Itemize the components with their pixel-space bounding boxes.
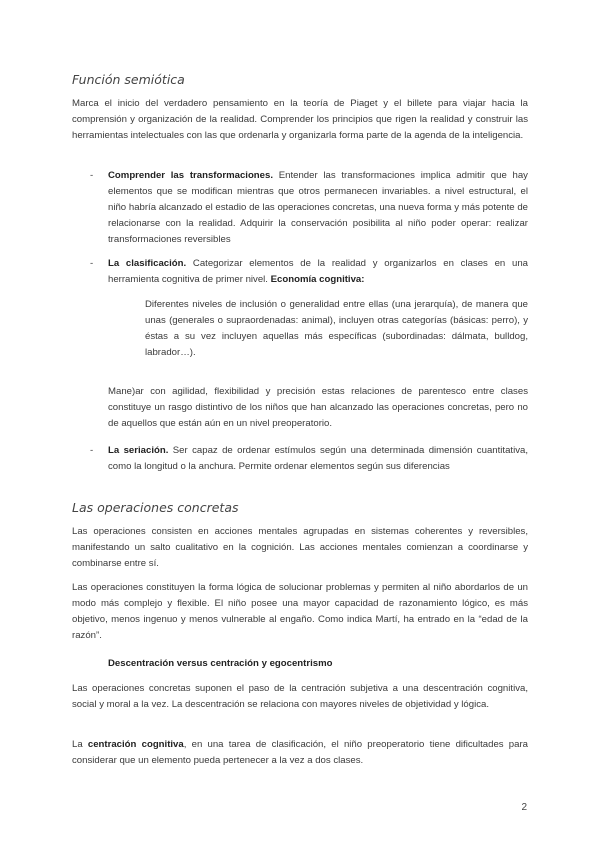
bullet-body [108,256,528,288]
paragraph-operaciones-1: Las operaciones consisten en acciones mentales agrupadas en sistemas coherentes y reversibles, manifestando un salto cualitativo en la cognición. Las acciones mentales comienzan a coordinarse y combinarse entre sí. [72,526,528,569]
bullet-text: Ser capaz de ordenar estímulos según una determinada dimensión cuantitativa, como la longitud o la anchura. Permite ordenar elementos según sus diferencias [108,445,529,472]
paragraph-operaciones-2: Las operaciones constituyen la forma lógica de solucionar problemas y permiten al niño abordarlos de un modo más complejo y flexible. El niño posee una mayor capacidad de razonamiento lógico, es más objetivo, menos ingenuo y menos vulnerable al engaño. Como indica Martí, ha entrado en la “edad de la razón”. [72,582,528,641]
bullet-dash: - [90,445,94,456]
paragraph-manejar: Mane)ar con agilidad, flexibilidad y precisión estas relaciones de parentesco entre clases constituye un rasgo distintivo de los niños que han alcanzado las operaciones concretas, pero no de aquellos que están aún en un nivel preoperatorio. [108,386,528,429]
bullet-body [108,443,528,475]
page-number: 2 [521,802,527,813]
indented-note-categorias: Diferentes niveles de inclusión o generalidad entre ellas (una jerarquía), de manera que unas (generales o supraordenadas: animal), incluyen otras categorías (básicas: perro), y éstas a su vez incluyen aquellas más específicas (subordinadas: dálmata, bulldog, labrador…). [145,299,528,358]
centracion-post: , en una tarea de clasificación, el niño preoperatorio tiene dificultades para considerar que un elemento pueda pertenecer a la vez a dos clases. [72,739,528,766]
paragraph-operaciones-3: Las operaciones concretas suponen el paso de la centración subjetiva a una descentración cognitiva, social y moral a la vez. La descentración se relaciona con mayores niveles de objetividad y lógica. [72,683,528,710]
bullet-clasificacion [90,256,528,288]
section-heading-funcion-semiotica: Función semiótica [72,72,185,87]
bullet-text: Categorizar elementos de la realidad y organizarlos en clases en una herramienta cognitiva de primer nivel. [108,258,528,285]
centracion-pre: La [72,739,88,750]
centracion-bold: centración cognitiva [87,739,184,750]
bullet-lead: La clasificación. [108,258,187,269]
bullet-body [108,168,528,248]
bullet-transformaciones [90,168,528,248]
bullet-lead: La seriación. [108,445,169,456]
section-heading-operaciones-concretas: Las operaciones concretas [72,500,239,515]
subheading-descentracion: Descentración versus centración y egocentrismo [108,658,333,669]
bullet-text: Entender las transformaciones implica admitir que hay elementos que se modifican mientras que otros permanecen invariables. a nivel estructural, el niño habría alcanzado el estadio de las operaciones concretas, una nueva forma y más potente de relacionarse con la realidad. Adquirir la conservación posibilita al niño poder operar: realizar transformaciones reversibles [108,170,528,245]
paragraph-intro: Marca el inicio del verdadero pensamiento en la teoría de Piaget y el billete para viajar hacia la comprensión y organización de la realidad. Comprender los principios que rigen la realidad y construir las herramientas intelectuales con las que ordenarla y organizarla forma parte de la agenda de la inteligencia. [72,98,528,141]
bullet-dash: - [90,170,94,181]
bullet-dash: - [90,258,94,269]
bullet-lead: Comprender las transformaciones. [108,170,273,181]
bullet-bold-tail: Economía cognitiva: [270,274,365,285]
bullet-seriacion [90,443,528,475]
paragraph-centracion [72,737,528,769]
